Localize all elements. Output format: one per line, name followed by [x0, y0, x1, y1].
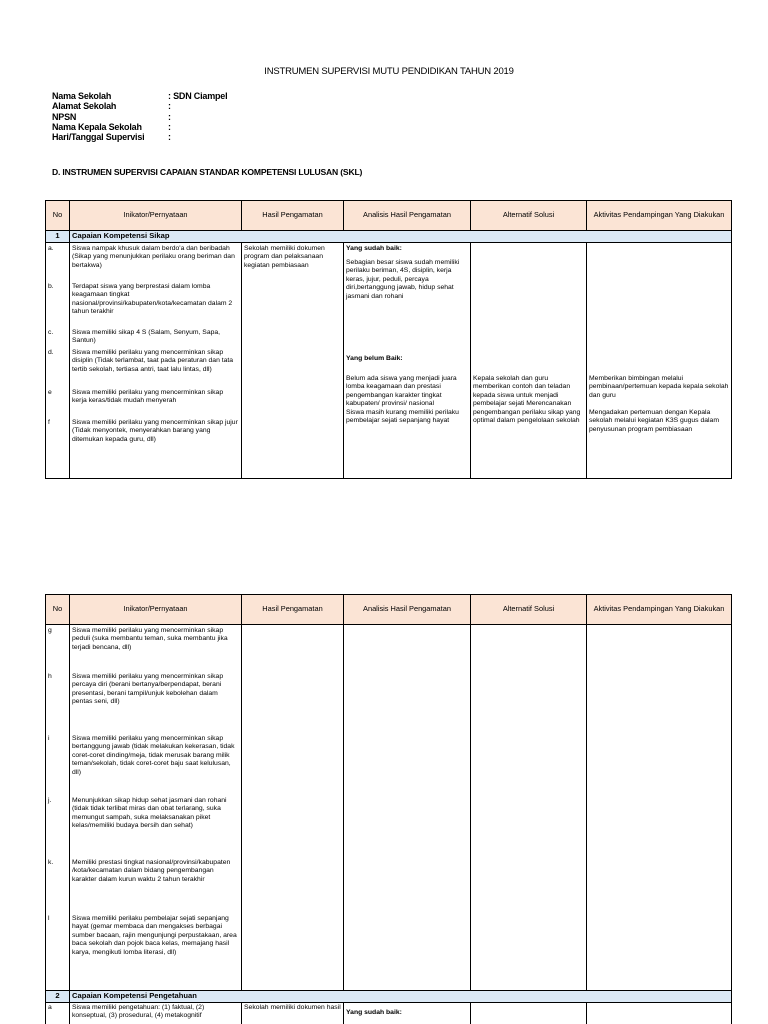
- analisis-belum-heading: Yang belum Baik:: [346, 355, 403, 362]
- school-info: [52, 91, 227, 142]
- info-label: Nama Kepala Sekolah: [52, 121, 142, 132]
- header-aktivitas: Aktivitas Pendampingan Yang Diakukan: [587, 201, 732, 231]
- item-no: k.: [48, 859, 54, 866]
- indikator-text: Siswa memiliki pengetahuan: (1) faktual, (2) konseptual, (3) prosedural, (4) metakognitif: [70, 1003, 242, 1024]
- header-indikator: Inikator/Pernyataan: [70, 201, 242, 231]
- header-indikator: Inikator/Pernyataan: [70, 595, 242, 625]
- section-heading: D. INSTRUMEN SUPERVISI CAPAIAN STANDAR KOMPETENSI LULUSAN (SKL): [52, 167, 363, 177]
- aktivitas-text: Memberikan bimbingan melalui pembinaan/pertemuan kepada kepala sekolah dan guru: [589, 375, 729, 399]
- indikator-text: Siswa memiliki perilaku yang mencerminkan sikap peduli (suka membantu teman, suka membantu jika terjadi bencana, dll): [72, 627, 228, 651]
- header-analisis: Analisis Hasil Pengamatan: [344, 201, 471, 231]
- alternatif-text: Kepala sekolah dan guru memberikan contoh dan teladan kepada siswa untuk menjadi pembelajar sejati Merencanakan pengembangan perilaku sikap yang optimal dalam pengelolaan sekolah: [473, 375, 581, 425]
- document-title: INSTRUMEN SUPERVISI MUTU PENDIDIKAN TAHUN 2019: [264, 66, 514, 77]
- info-value: : SDN Ciampel: [168, 91, 228, 101]
- aktivitas-text: Mengadakan pertemuan dengan Kepala sekolah melalui kegiatan K3S gugus dalam penyusunan program pembiasaan: [589, 409, 719, 433]
- supervision-table-1: [45, 200, 732, 479]
- indikator-text: Siswa memiliki perilaku yang mencerminkan sikap disiplin (Tidak terlambat, taat pada peraturan dan tata tertib sekolah, tertiasa antri, taat lalu lintas, dll): [72, 349, 234, 373]
- item-no: b.: [48, 283, 54, 290]
- info-label: Alamat Sekolah: [52, 101, 117, 112]
- item-no: g: [48, 627, 52, 634]
- analisis-sudah-heading: Yang sudah baik:: [346, 1009, 402, 1016]
- item-no: a.: [48, 245, 54, 252]
- item-no: h: [48, 673, 52, 680]
- indikator-text: Siswa memiliki perilaku yang mencerminkan sikap kerja keras/tidak mudah menyerah: [72, 389, 224, 405]
- section-label: Capaian Kompetensi Pengetahuan: [70, 991, 732, 1003]
- item-no: e: [48, 389, 52, 396]
- section-label: Capaian Kompetensi Sikap: [70, 231, 732, 243]
- hasil-text: Sekolah memiliki dokumen program dan pelaksanaan kegiatan pembiasaan: [244, 245, 325, 269]
- indikator-text: Siswa memiliki perilaku yang mencerminkan sikap bertanggung jawab (tidak melakukan kekerasan, tidak coret-coret dinding/meja, tidak merusak barang milik teman/sekolah, tidak coret-coret baju saat kelulusan, dll): [72, 735, 235, 776]
- header-analisis: Analisis Hasil Pengamatan: [344, 595, 471, 625]
- info-label: NPSN: [52, 111, 77, 122]
- header-no: No: [46, 595, 70, 625]
- info-value: :: [168, 132, 171, 143]
- indikator-text: Siswa memiliki perilaku pembelajar sejati sepanjang hayat (gemar membaca dan mengakses berbagai sumber bacaan, rajin mengunjungi perpustakaan, area baca sekolah dan pojok baca kelas, memajang hasil karya, mengikuti lomba literasi, dll): [72, 915, 237, 956]
- item-no: f: [48, 419, 50, 426]
- info-value: :: [168, 111, 171, 122]
- info-label: Hari/Tanggal Supervisi: [52, 132, 145, 143]
- item-no: a: [46, 1003, 70, 1024]
- indikator-text: Siswa memiliki perilaku yang mencerminkan sikap percaya diri (berani bertanya/berpendapat, berani presentasi, berani tampil/unjuk kebolehan dalam pentas seni, dll): [72, 673, 224, 706]
- indikator-text: Memiliki prestasi tingkat nasional/provinsi/kabupaten /kota/kecamatan dalam bidang pengembangan karakter dalam kurun waktu 2 tahun terakhir: [72, 859, 231, 883]
- section-no: 1: [46, 231, 70, 243]
- item-no: l: [48, 915, 50, 922]
- indikator-text: Terdapat siswa yang berprestasi dalam lomba keagamaan tingkat nasional/provinsi/kabupaten/kota/kecamatan dalam 2 tahun terakhir: [72, 283, 233, 316]
- indikator-text: Siswa memiliki sikap 4 S (Salam, Senyum, Sapa, Santun): [72, 329, 221, 345]
- hasil-text: Sekolah memiliki dokumen hasil: [242, 1003, 344, 1024]
- header-aktivitas: Aktivitas Pendampingan Yang Diakukan: [587, 595, 732, 625]
- header-hasil: Hasil Pengamatan: [242, 201, 344, 231]
- info-label: Nama Sekolah: [52, 91, 112, 101]
- indikator-text: Siswa nampak khusuk dalam berdo'a dan beribadah (Sikap yang menunjukkan perilaku orang beriman dan bertakwa): [72, 245, 235, 269]
- analisis-belum-text: Belum ada siswa yang menjadi juara lomba keagamaan dan prestasi pengembangan karakter tingkat kabupaten/ provinsi/ nasional: [346, 375, 457, 408]
- header-no: No: [46, 201, 70, 231]
- item-no: d.: [48, 349, 54, 356]
- item-no: i: [48, 735, 50, 742]
- info-value: :: [168, 121, 171, 132]
- item-no: j.: [48, 797, 52, 804]
- indikator-text: Menunjukkan sikap hidup sehat jasmani dan rohani (tidak tidak terlibat miras dan obat terlarang, suka memungut sampah, suka melaksanakan piket kelas/memiliki budaya bersih dan sehat): [72, 797, 227, 830]
- analisis-belum-text: Siswa masih kurang memiliki perilaku pembelajar sejati sepanjang hayat: [346, 408, 459, 425]
- header-hasil: Hasil Pengamatan: [242, 595, 344, 625]
- indikator-text: Siswa memiliki perilaku yang mencerminkan sikap jujur (Tidak menyontek, menyerahkan barang yang ditemukan kepada guru, dll): [72, 419, 238, 443]
- analisis-sudah-text: Sebagian besar siswa sudah memiliki perilaku beriman, 4S, disiplin, kerja keras, jujur, peduli, percaya diri,bertanggung jawab, hidup sehat jasmani dan rohani: [346, 259, 460, 300]
- header-alternatif: Alternatif Solusi: [471, 201, 587, 231]
- analisis-sudah-heading: Yang sudah baik:: [346, 245, 402, 252]
- section-no: 2: [46, 991, 70, 1003]
- item-no: c.: [48, 329, 54, 336]
- supervision-table-2: [45, 594, 732, 1024]
- header-alternatif: Alternatif Solusi: [471, 595, 587, 625]
- info-value: :: [168, 101, 171, 112]
